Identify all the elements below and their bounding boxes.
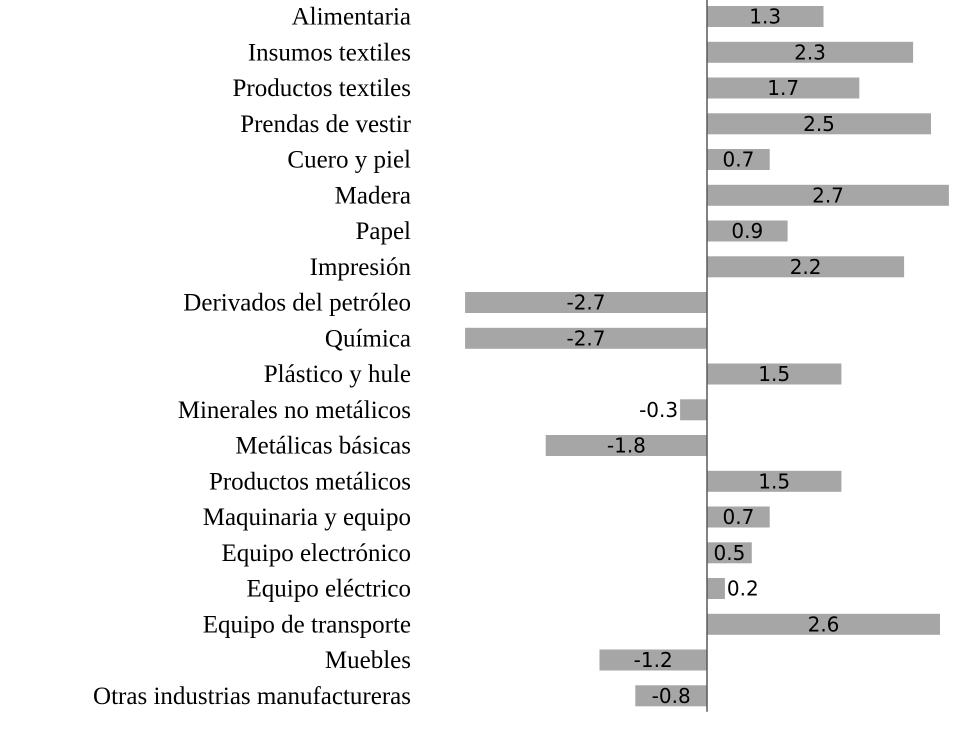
category-label: Química [324, 325, 411, 353]
category-label: Derivados del petróleo [183, 289, 411, 317]
category-label: Alimentaria [291, 3, 411, 31]
value-label: -2.7 [566, 326, 606, 351]
value-label: -1.2 [633, 648, 673, 672]
bar [707, 578, 725, 599]
category-label: Productos textiles [232, 75, 411, 102]
value-label: -0.8 [651, 683, 691, 708]
value-label: 2.2 [789, 254, 822, 279]
category-label: Equipo eléctrico [246, 575, 411, 603]
category-label: Impresión [309, 253, 411, 281]
value-label: -0.3 [639, 397, 679, 422]
category-label: Productos metálicos [208, 468, 411, 496]
category-label: Equipo de transporte [202, 611, 411, 639]
bar [680, 399, 707, 420]
value-labels [566, 5, 843, 708]
category-label: Maquinaria y equipo [202, 504, 411, 531]
category-labels [93, 4, 412, 710]
value-label: 2.5 [803, 111, 835, 136]
value-label: 0.2 [726, 576, 759, 601]
category-label: Plástico y hule [263, 361, 411, 388]
category-label: Madera [334, 182, 411, 210]
category-label: Insumos textiles [247, 39, 411, 67]
category-label: Equipo electrónico [221, 539, 411, 567]
value-label: -2.7 [566, 290, 606, 315]
category-label: Papel [355, 218, 411, 245]
value-label: 1.3 [749, 4, 782, 29]
value-label: 0.5 [713, 540, 746, 565]
value-label: 2.6 [807, 612, 840, 637]
value-label: -1.8 [606, 433, 646, 458]
category-label: Cuero y piel [287, 146, 411, 174]
value-label: 2.3 [794, 40, 826, 65]
value-label: 1.5 [758, 362, 791, 386]
value-label: 0.7 [722, 147, 755, 172]
category-label: Prendas de vestir [240, 110, 411, 138]
category-label: Minerales no metálicos [177, 396, 411, 424]
category-label: Otras industrias manufactureras [93, 682, 411, 710]
category-label: Muebles [324, 647, 411, 674]
value-label: 1.5 [758, 469, 791, 494]
value-label: 1.7 [767, 76, 800, 100]
category-label: Metálicas básicas [235, 432, 411, 460]
value-label: 2.7 [812, 183, 844, 208]
value-label: 0.9 [731, 219, 764, 243]
value-label: 0.7 [722, 505, 755, 529]
